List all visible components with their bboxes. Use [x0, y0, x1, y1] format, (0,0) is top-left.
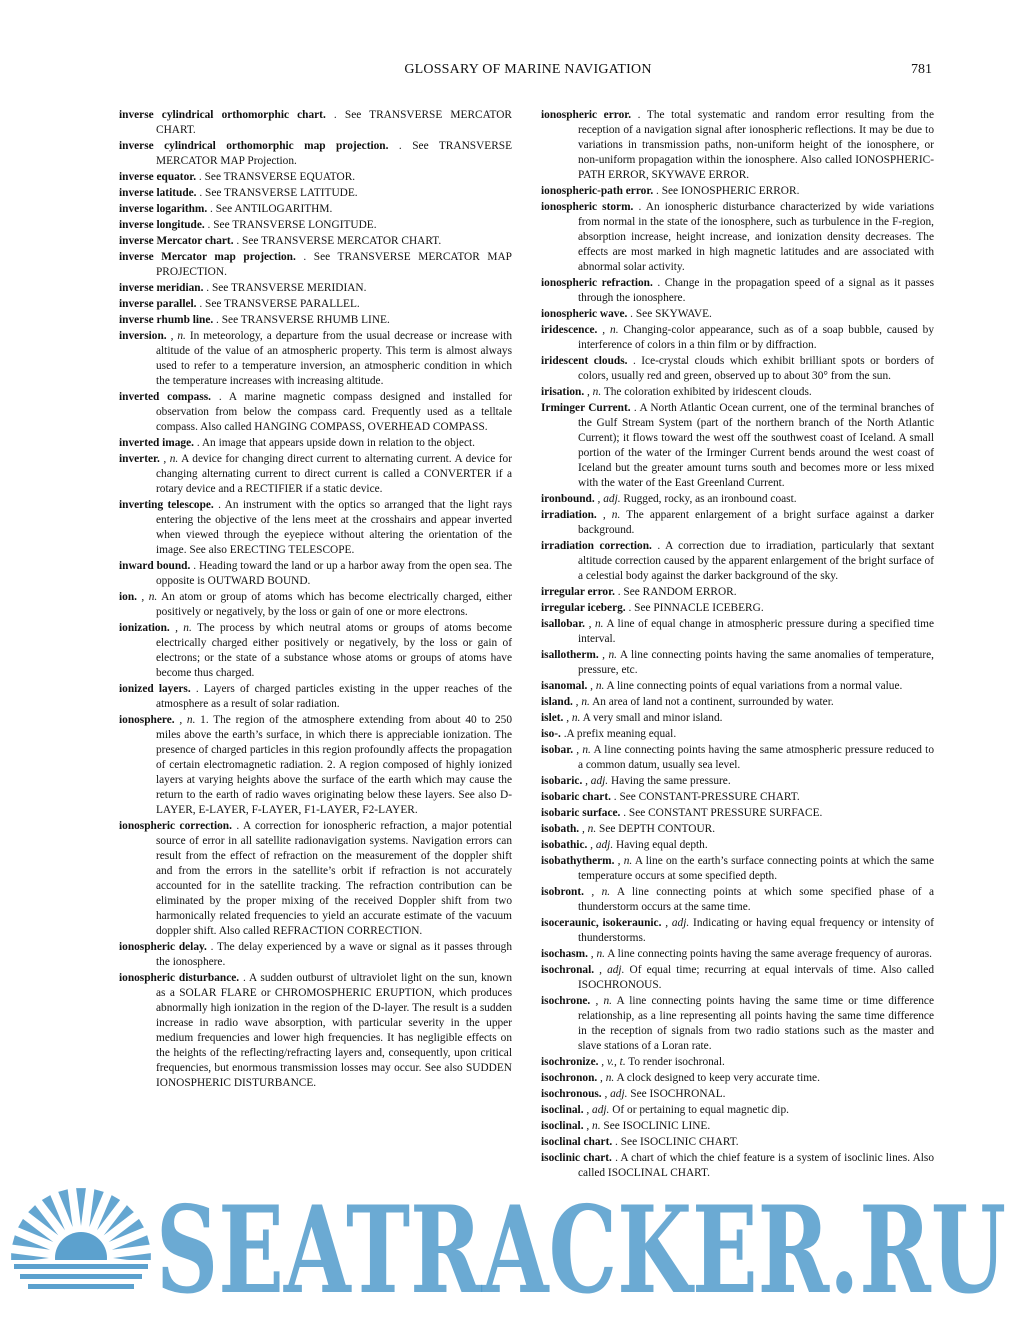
entry-term: irregular iceberg.: [541, 602, 626, 614]
sun-ray: [28, 1205, 58, 1235]
glossary-entry: [541, 963, 934, 993]
glossary-entry: [541, 323, 934, 353]
glossary-entry: [541, 585, 934, 600]
glossary-entry: [541, 617, 934, 647]
glossary-entry: [119, 682, 512, 712]
left-column: [119, 108, 512, 1092]
entry-part-of-speech: , n.: [584, 386, 602, 398]
entry-term: irregular error.: [541, 586, 615, 598]
entry-part-of-speech: , adj.: [594, 964, 625, 976]
glossary-entry: [119, 170, 512, 185]
entry-term: isobaric surface.: [541, 807, 621, 819]
entry-part-of-speech: , adj.: [661, 917, 690, 929]
entry-term: ionospheric delay.: [119, 941, 207, 953]
glossary-entry: [119, 281, 512, 296]
entry-definition: .A prefix meaning equal.: [560, 728, 677, 740]
entry-definition: . See IONOSPHERIC ERROR.: [653, 185, 800, 197]
glossary-entry: [119, 819, 512, 939]
glossary-entry: [541, 885, 934, 915]
glossary-entry: [119, 250, 512, 280]
glossary-entry: [119, 436, 512, 451]
entry-definition: 1. The region of the atmosphere extending from about 40 to 250 miles above the earth’s surface, in which there is appreciable ionization. The presence of charged particles in this region profoundly affects the propagation of certain electromagnetic radiation. 2. A region composed of highly ionized layers at varying heights above the surface of the earth which may cause the return to the earth of radio waves originating below these layers. See also D-LAYER, E-LAYER, F-LAYER, F1-LAYER, F2-LAYER.: [156, 714, 512, 816]
entry-term: ionospheric-path error.: [541, 185, 654, 197]
entry-definition: The coloration exhibited by iridescent clouds.: [601, 386, 812, 398]
entry-definition: Changing-color appearance, such as of a soap bubble, caused by interference of colors in a thin film or by diffraction.: [578, 324, 934, 351]
entry-part-of-speech: , adj.: [583, 1104, 610, 1116]
right-column: [541, 108, 934, 1182]
glossary-entry: [119, 713, 512, 818]
glossary-entry: [541, 200, 934, 275]
entry-definition: A line connecting points of equal variations from a normal value.: [604, 680, 903, 692]
entry-definition: . Ice-crystal clouds which exhibit brilliant spots or borders of colors, usually red and green, observed up to about 30° from the sun.: [578, 355, 934, 382]
entry-definition: . See CONSTANT-PRESSURE CHART.: [610, 791, 800, 803]
entry-term: inverse parallel.: [119, 298, 197, 310]
entry-term: inverting telescope.: [119, 499, 214, 511]
glossary-entry: [119, 498, 512, 558]
entry-term: inverse meridian.: [119, 282, 204, 294]
page-number: 781: [911, 62, 932, 77]
entry-definition: To render isochronal.: [625, 1056, 725, 1068]
glossary-entry: [119, 297, 512, 312]
entry-definition: . See PINNACLE ICEBERG.: [625, 602, 764, 614]
entry-part-of-speech: , n.: [583, 886, 611, 898]
entry-term: isanomal.: [541, 680, 588, 692]
sun-logo-icon: [6, 1186, 156, 1298]
sun-ray: [42, 1195, 65, 1230]
glossary-entry: [541, 601, 934, 616]
entry-definition: . Change in the propagation speed of a signal as it passes through the ionosphere.: [578, 277, 935, 304]
entry-part-of-speech: , n.: [597, 1072, 615, 1084]
entry-term: ionospheric storm.: [541, 201, 634, 213]
glossary-entry: [541, 790, 934, 805]
sun-ray: [18, 1219, 53, 1242]
glossary-entry: [541, 838, 934, 853]
entry-term: isochronize.: [541, 1056, 599, 1068]
entry-term: isobathic.: [541, 839, 588, 851]
entry-term: isoclinal.: [541, 1120, 584, 1132]
glossary-entry: [119, 590, 512, 620]
entry-term: isobaric chart.: [541, 791, 611, 803]
entry-definition: An atom or group of atoms which has become electrically charged, either positively or negatively, by the loss or gain of one or more electrons.: [156, 591, 512, 618]
entry-term: ionospheric correction.: [119, 820, 232, 832]
sun-ray: [112, 1235, 150, 1250]
entry-term: ionized layers.: [119, 683, 191, 695]
sun-ray: [12, 1235, 50, 1250]
entry-definition: Having the same pressure.: [608, 775, 731, 787]
entry-definition: The apparent enlargement of a bright surface against a darker background.: [578, 509, 934, 536]
entry-definition: A line connecting points having the same average frequency of auroras.: [604, 948, 932, 960]
entry-definition: A line connecting points having the same atmospheric pressure reduced to a common datum, usually sea level.: [578, 744, 934, 771]
entry-term: ionosphere.: [119, 714, 175, 726]
entry-definition: . See TRANSVERSE MERCATOR CHART.: [156, 109, 512, 136]
entry-term: ionospheric disturbance.: [119, 972, 240, 984]
glossary-entry: [541, 108, 934, 183]
sun-ray: [89, 1189, 104, 1227]
glossary-entry: [541, 492, 934, 507]
entry-definition: . See RANDOM ERROR.: [614, 586, 737, 598]
entry-definition: . See CONSTANT PRESSURE SURFACE.: [620, 807, 823, 819]
entry-term: isoclinic chart.: [541, 1152, 612, 1164]
entry-part-of-speech: , n.: [136, 591, 158, 603]
glossary-entry: [541, 711, 934, 726]
running-title: GLOSSARY OF MARINE NAVIGATION: [404, 62, 652, 77]
glossary-entry: [541, 916, 934, 946]
entry-term: inverse cylindrical orthomorphic map projection.: [119, 140, 389, 152]
entry-part-of-speech: , n.: [563, 712, 581, 724]
entry-term: inverse latitude.: [119, 187, 197, 199]
entry-term: inverted compass.: [119, 391, 211, 403]
entry-part-of-speech: , n.: [585, 618, 604, 630]
glossary-entry: [541, 774, 934, 789]
glossary-entry: [119, 186, 512, 201]
entry-definition: . An ionospheric disturbance characterized by wide variations from normal in the state of the ionosphere, such as turbulence in the F-region, absorption increase, height increase, and ionization density decreases. The effects are most marked in high magnetic latitudes and are associated with abnormal solar activity.: [578, 201, 934, 273]
entry-definition: A line connecting points at which some specified phase of a thunderstorm occurs at the same time.: [578, 886, 935, 913]
entry-part-of-speech: , n.: [174, 714, 196, 726]
entry-term: ionospheric error.: [541, 109, 632, 121]
glossary-entry: [119, 202, 512, 217]
entry-term: inverse Mercator chart.: [119, 235, 234, 247]
entry-definition: . A marine magnetic compass designed and installed for observation from below the compass card. Frequently used as a telltale compass. Also called HANGING COMPASS, OVERHEAD COMPASS.: [156, 391, 512, 433]
entry-definition: A line connecting points having the same time or time difference relationship, as a line representing all points having the same time difference in the reception of signals from two radio stations such as the master and slave stations of a Loran rate.: [578, 995, 935, 1052]
entry-term: ionization.: [119, 622, 170, 634]
glossary-entry: [119, 971, 512, 1091]
entry-part-of-speech: , n.: [169, 622, 192, 634]
entry-term: irradiation correction.: [541, 540, 652, 552]
glossary-entry: [541, 539, 934, 584]
entry-definition: . A North Atlantic Ocean current, one of the terminal branches of the Gulf Stream System (part of the northern branch of the North Atlantic Current); it flows toward the west off the southwest coast of Iceland. A small portion of the water of the Irminger Current bends around the west coast of Iceland but the greater amount turns south and becomes more or less mixed with the water of the East Greenland Current.: [578, 402, 934, 489]
entry-definition: . An image that appears upside down in relation to the object.: [193, 437, 475, 449]
entry-part-of-speech: , adj.: [601, 1088, 628, 1100]
entry-term: inverted image.: [119, 437, 194, 449]
entry-definition: . Heading toward the land or up a harbor away from the open sea. The opposite is OUTWARD BOUND.: [156, 560, 512, 587]
glossary-entry: [541, 1087, 934, 1102]
entry-part-of-speech: , n.: [159, 453, 179, 465]
sun-ray: [76, 1188, 86, 1226]
sun-ray: [58, 1189, 73, 1227]
entry-definition: . A correction for ionospheric refraction, a major potential source of error in all satellite radionavigation systems. Navigation errors can result from the effect of refraction on the measurement of the doppler shift and from the errors in the satellite’s orbit if refraction is not accurately accounted for in the satellite tracking. The refraction contribution can be eliminated by the proper mixing of the received Doppler shift from two harmonically related frequencies to yield an accurate estimate of the vacuum doppler shift. Also called REFRACTION CORRECTION.: [156, 820, 512, 937]
entry-part-of-speech: , n.: [579, 823, 597, 835]
entry-term: isochrone.: [541, 995, 591, 1007]
entry-term: isochronon.: [541, 1072, 598, 1084]
entry-part-of-speech: , n.: [572, 696, 590, 708]
entry-term: ionospheric refraction.: [541, 277, 653, 289]
entry-part-of-speech: , n.: [573, 744, 591, 756]
glossary-entry: [119, 559, 512, 589]
entry-term: irradiation.: [541, 509, 597, 521]
glossary-entry: [541, 354, 934, 384]
entry-definition: Having equal depth.: [613, 839, 708, 851]
entry-term: inverse rhumb line.: [119, 314, 214, 326]
glossary-entry: [119, 313, 512, 328]
entry-term: inverse Mercator map projection.: [119, 251, 296, 263]
glossary-entry: [541, 1135, 934, 1150]
entry-term: isochasm.: [541, 948, 588, 960]
entry-term: ironbound.: [541, 493, 595, 505]
entry-part-of-speech: , adj.: [582, 775, 609, 787]
entry-part-of-speech: , n.: [597, 324, 619, 336]
entry-definition: Of equal time; recurring at equal intervals of time. Also called ISOCHRONOUS.: [578, 964, 934, 991]
entry-term: Irminger Current.: [541, 402, 631, 414]
entry-definition: . See TRANSVERSE LATITUDE.: [196, 187, 358, 199]
glossary-entry: [541, 508, 934, 538]
entry-term: iso-.: [541, 728, 561, 740]
entry-definition: . A sudden outburst of ultraviolet light on the sun, known as a SOLAR FLARE or CHROMOSPHERIC ERUPTION, which produces abnormally high ionization in the region of the D-layer. The result is a sudden increase in radio wave absorption, with particular severity in the upper medium frequencies and lower high frequencies. It has negligible effects on the heights of the reflecting/refracting layers and, consequently, upon critical frequencies, but enormous transmission losses may occur. See also SUDDEN IONOSPHERIC DISTURBANCE.: [156, 972, 512, 1089]
glossary-entry: [541, 307, 934, 322]
entry-definition: . See TRANSVERSE LONGITUDE.: [204, 219, 377, 231]
entry-definition: . A chart of which the chief feature is a system of isoclinic lines. Also called ISOCLINAL CHART.: [578, 1152, 935, 1179]
glossary-entry: [541, 822, 934, 837]
glossary-entry: [541, 1119, 934, 1134]
entry-definition: A device for changing direct current to alternating current. A device for changing alternating current to direct current is called a CONVERTER if a rotary device and a RECTIFIER if a static device.: [156, 453, 513, 495]
entry-term: isallobar.: [541, 618, 586, 630]
entry-definition: A clock designed to keep very accurate time.: [614, 1072, 820, 1084]
glossary-entry: [119, 329, 512, 389]
glossary-entry: [541, 806, 934, 821]
page-header: [0, 62, 1020, 82]
entry-term: isoclinal chart.: [541, 1136, 613, 1148]
sun-ray: [104, 1205, 134, 1235]
entry-term: isallotherm.: [541, 649, 599, 661]
glossary-entry: [119, 452, 512, 497]
entry-part-of-speech: , n.: [590, 995, 612, 1007]
entry-definition: . See TRANSVERSE MERCATOR CHART.: [233, 235, 442, 247]
glossary-entry: [119, 621, 512, 681]
glossary-entry: [541, 401, 934, 491]
entry-term: iridescent clouds.: [541, 355, 628, 367]
entry-term: isoceraunic, isokeraunic.: [541, 917, 662, 929]
entry-definition: In meteorology, a departure from the usual decrease or increase with altitude of the value of an atmospheric property. This term is almost always used to refer to a temperature inversion, an atmospheric condition in which the temperature increases with increasing altitude.: [156, 330, 513, 387]
entry-term: ionospheric wave.: [541, 308, 628, 320]
entry-definition: . See TRANSVERSE MERCATOR MAP Projection.: [156, 140, 512, 167]
entry-term: isobront.: [541, 886, 584, 898]
watermark-text: SEATRACKER.RU: [156, 1180, 1006, 1300]
entry-definition: A line connecting points having the same anomalies of temperature, pressure, etc.: [578, 649, 934, 676]
entry-definition: An area of land not a continent, surrounded by water.: [589, 696, 834, 708]
entry-term: irisation.: [541, 386, 585, 398]
glossary-entry: [541, 1071, 934, 1086]
entry-part-of-speech: , v., t.: [598, 1056, 626, 1068]
entry-definition: . See TRANSVERSE MERCATOR MAP PROJECTION.: [156, 251, 512, 278]
glossary-entry: [119, 108, 512, 138]
entry-term: inverse cylindrical orthomorphic chart.: [119, 109, 326, 121]
glossary-entry: [541, 184, 934, 199]
entry-part-of-speech: , n.: [166, 330, 186, 342]
entry-term: inverse logarithm.: [119, 203, 208, 215]
glossary-entry: [119, 390, 512, 435]
entry-definition: . Layers of charged particles existing in the upper reaches of the atmosphere as a result of solar radiation.: [156, 683, 512, 710]
glossary-entry: [541, 648, 934, 678]
entry-part-of-speech: , n.: [596, 509, 621, 521]
sun-ray: [97, 1195, 120, 1230]
entry-part-of-speech: , n.: [587, 680, 605, 692]
glossary-entry: [119, 940, 512, 970]
entry-term: isobaric.: [541, 775, 583, 787]
glossary-entry: [541, 1103, 934, 1118]
glossary-entry: [541, 1151, 934, 1181]
entry-term: isochronous.: [541, 1088, 602, 1100]
entry-part-of-speech: , adj.: [587, 839, 614, 851]
entry-definition: . See TRANSVERSE EQUATOR.: [196, 171, 356, 183]
entry-definition: . See SKYWAVE.: [627, 308, 712, 320]
entry-term: iridescence.: [541, 324, 598, 336]
entry-definition: . A correction due to irradiation, particularly that sextant altitude correction caused by the apparent enlargement of the bright surface of a celestial body against the darker background of the sky.: [578, 540, 934, 582]
entry-term: inward bound.: [119, 560, 191, 572]
entry-term: inverter.: [119, 453, 160, 465]
entry-definition: See ISOCHRONAL.: [627, 1088, 726, 1100]
entry-term: island.: [541, 696, 573, 708]
entry-part-of-speech: , n.: [614, 855, 633, 867]
entry-definition: . See TRANSVERSE PARALLEL.: [196, 298, 360, 310]
entry-term: isoclinal.: [541, 1104, 584, 1116]
glossary-entry: [541, 727, 934, 742]
entry-definition: Of or pertaining to equal magnetic dip.: [609, 1104, 789, 1116]
sun-ray: [113, 1253, 151, 1263]
entry-definition: A line of equal change in atmospheric pressure during a specified time interval.: [578, 618, 935, 645]
watermark: [0, 1180, 1020, 1300]
glossary-entry: [119, 234, 512, 249]
entry-definition: Indicating or having equal frequency or intensity of thunderstorms.: [578, 917, 934, 944]
entry-definition: . The delay experienced by a wave or signal as it passes through the ionosphere.: [156, 941, 512, 968]
glossary-entry: [541, 947, 934, 962]
entry-term: isobath.: [541, 823, 580, 835]
entry-term: inverse longitude.: [119, 219, 205, 231]
entry-definition: See ISOCLINIC LINE.: [600, 1120, 711, 1132]
entry-definition: . See TRANSVERSE RHUMB LINE.: [213, 314, 390, 326]
entry-term: islet.: [541, 712, 564, 724]
glossary-entry: [541, 854, 934, 884]
entry-part-of-speech: , n.: [587, 948, 605, 960]
entry-definition: . See ANTILOGARITHM.: [207, 203, 333, 215]
entry-term: ion.: [119, 591, 137, 603]
entry-term: isobathytherm.: [541, 855, 615, 867]
entry-definition: . An instrument with the optics so arranged that the light rays entering the objective of the lens meet at the crosshairs and appear inverted when viewed through the eyepiece without altering the orientation of the image. See also ERECTING TELESCOPE.: [156, 499, 513, 556]
entry-definition: Rugged, rocky, as an ironbound coast.: [620, 493, 797, 505]
glossary-entry: [541, 679, 934, 694]
entry-term: inversion.: [119, 330, 167, 342]
entry-part-of-speech: , n.: [598, 649, 618, 661]
sun-ray: [11, 1253, 49, 1263]
entry-part-of-speech: , adj.: [594, 493, 621, 505]
entry-definition: See DEPTH CONTOUR.: [596, 823, 716, 835]
glossary-entry: [541, 695, 934, 710]
glossary-entry: [541, 276, 934, 306]
entry-definition: . See TRANSVERSE MERIDIAN.: [203, 282, 367, 294]
entry-term: isochronal.: [541, 964, 595, 976]
entry-definition: . See ISOCLINIC CHART.: [612, 1136, 739, 1148]
glossary-entry: [119, 218, 512, 233]
entry-term: isobar.: [541, 744, 574, 756]
watermark-text-svg: [150, 1180, 1020, 1300]
sun-ray: [109, 1219, 144, 1242]
glossary-entry: [541, 1055, 934, 1070]
entry-definition: The process by which neutral atoms or groups of atoms become electrically charged either positively or negatively, by the loss or gain of electrons; or the state of a substance whose atoms or groups of atoms have become thus charged.: [156, 622, 513, 679]
entry-definition: A very small and minor island.: [580, 712, 723, 724]
glossary-entry: [541, 743, 934, 773]
entry-term: inverse equator.: [119, 171, 197, 183]
glossary-entry: [119, 139, 512, 169]
glossary-entry: [541, 385, 934, 400]
entry-definition: A line on the earth’s surface connecting points at which the same temperature occurs at some specified depth.: [578, 855, 935, 882]
entry-definition: . The total systematic and random error resulting from the reception of a navigation signal after ionospheric reflections. It may be due to variations in transmission paths, non-uniform height of the ionosphere, or non-uniform propagation within the ionosphere. Also called IONOSPHERIC-PATH ERROR, SKYWAVE ERROR.: [578, 109, 934, 181]
glossary-entry: [541, 994, 934, 1054]
entry-part-of-speech: , n.: [583, 1120, 601, 1132]
